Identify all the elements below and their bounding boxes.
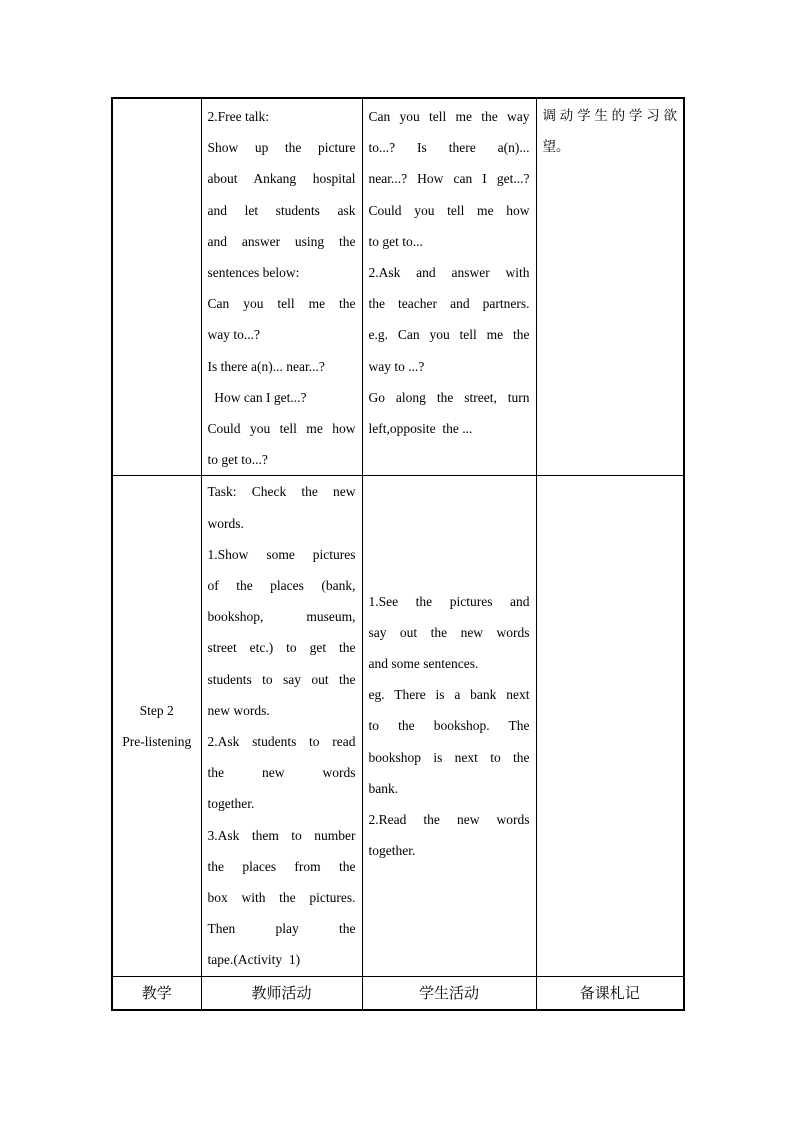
text-line: Can you tell me the xyxy=(207,296,356,312)
text-line: the teacher and partners. xyxy=(368,296,530,312)
notes-cell xyxy=(536,476,684,976)
teacher-activity-cell xyxy=(201,98,362,476)
header-teaching: 教学 xyxy=(112,976,201,1010)
text-line: 3.Ask them to number xyxy=(207,827,356,843)
text-line: to...? Is there a(n)... xyxy=(368,140,530,156)
text-line: to get to...? xyxy=(207,452,268,468)
text-line: of the places (bank, xyxy=(207,578,356,594)
text-line: 1.Show some pictures xyxy=(207,546,356,562)
text-line: 2.Ask students to read xyxy=(207,734,356,750)
teacher-activity-cell xyxy=(201,476,362,976)
lesson-plan-table xyxy=(111,97,685,1011)
text-line: Task: Check the new xyxy=(207,484,356,500)
text-line: near...? How can I get...? xyxy=(368,171,530,187)
table-header-row xyxy=(112,976,684,1010)
text-line: the places from the xyxy=(207,858,356,874)
text-line: and let students ask xyxy=(207,202,356,218)
text-line: 2.Read the new words xyxy=(368,812,530,828)
text-line: together. xyxy=(207,796,255,812)
text-line: street etc.) to get the xyxy=(207,640,356,656)
step-name: Pre-listening xyxy=(122,734,192,750)
text-line: to the bookshop. The xyxy=(368,718,530,734)
header-lesson-notes: 备课札记 xyxy=(536,976,684,1010)
text-line: and answer using the xyxy=(207,233,356,249)
text-line: words. xyxy=(207,515,244,531)
text-line: 2.Free talk: xyxy=(207,109,269,124)
text-line: way to ...? xyxy=(368,358,425,374)
text-line: 2.Ask and answer with xyxy=(368,265,530,281)
text-line: eg. There is a bank next xyxy=(368,687,530,703)
header-teacher-activity: 教师活动 xyxy=(201,976,362,1010)
text-line: students to say out the xyxy=(207,671,356,687)
table-row xyxy=(112,476,684,976)
text-line: Is there a(n)... near...? xyxy=(207,358,325,374)
text-line: new words. xyxy=(207,702,270,718)
text-line: bookshop is next to the xyxy=(368,749,530,765)
text-line: Could you tell me how xyxy=(207,421,356,437)
text-line: Then play the xyxy=(207,921,356,937)
text-line: left,opposite the ... xyxy=(368,421,473,437)
text-line: about Ankang hospital xyxy=(207,171,356,187)
text-line: Go along the street, turn xyxy=(368,389,530,405)
text-line: say out the new words xyxy=(368,624,530,640)
text-line: sentences below: xyxy=(207,265,300,281)
text-line: bookshop, museum, xyxy=(207,609,356,625)
text-line: bank. xyxy=(368,780,399,796)
table-row xyxy=(112,98,684,476)
step-number: Step 2 xyxy=(139,702,174,718)
text-line: Could you tell me how xyxy=(368,202,530,218)
text-line: to get to... xyxy=(368,233,423,249)
text-line: e.g. Can you tell me the xyxy=(368,327,530,343)
student-activity-cell xyxy=(362,98,536,476)
text-line: the new words xyxy=(207,765,356,781)
step-cell xyxy=(112,476,201,976)
text-line: Can you tell me the way xyxy=(368,109,530,124)
text-line: together. xyxy=(368,843,416,859)
text-line: 1.See the pictures and xyxy=(368,593,530,609)
text-line: way to...? xyxy=(207,327,260,343)
text-line: Show up the picture xyxy=(207,140,356,156)
notes-cell: 调动学生的学习欲望。 xyxy=(536,98,684,476)
step-cell xyxy=(112,98,201,476)
text-line: How can I get...? xyxy=(207,389,307,405)
header-student-activity: 学生活动 xyxy=(362,976,536,1010)
text-line: and some sentences. xyxy=(368,656,479,672)
text-line: tape.(Activity 1) xyxy=(207,952,301,968)
text-line: box with the pictures. xyxy=(207,890,356,906)
student-activity-cell xyxy=(362,476,536,976)
